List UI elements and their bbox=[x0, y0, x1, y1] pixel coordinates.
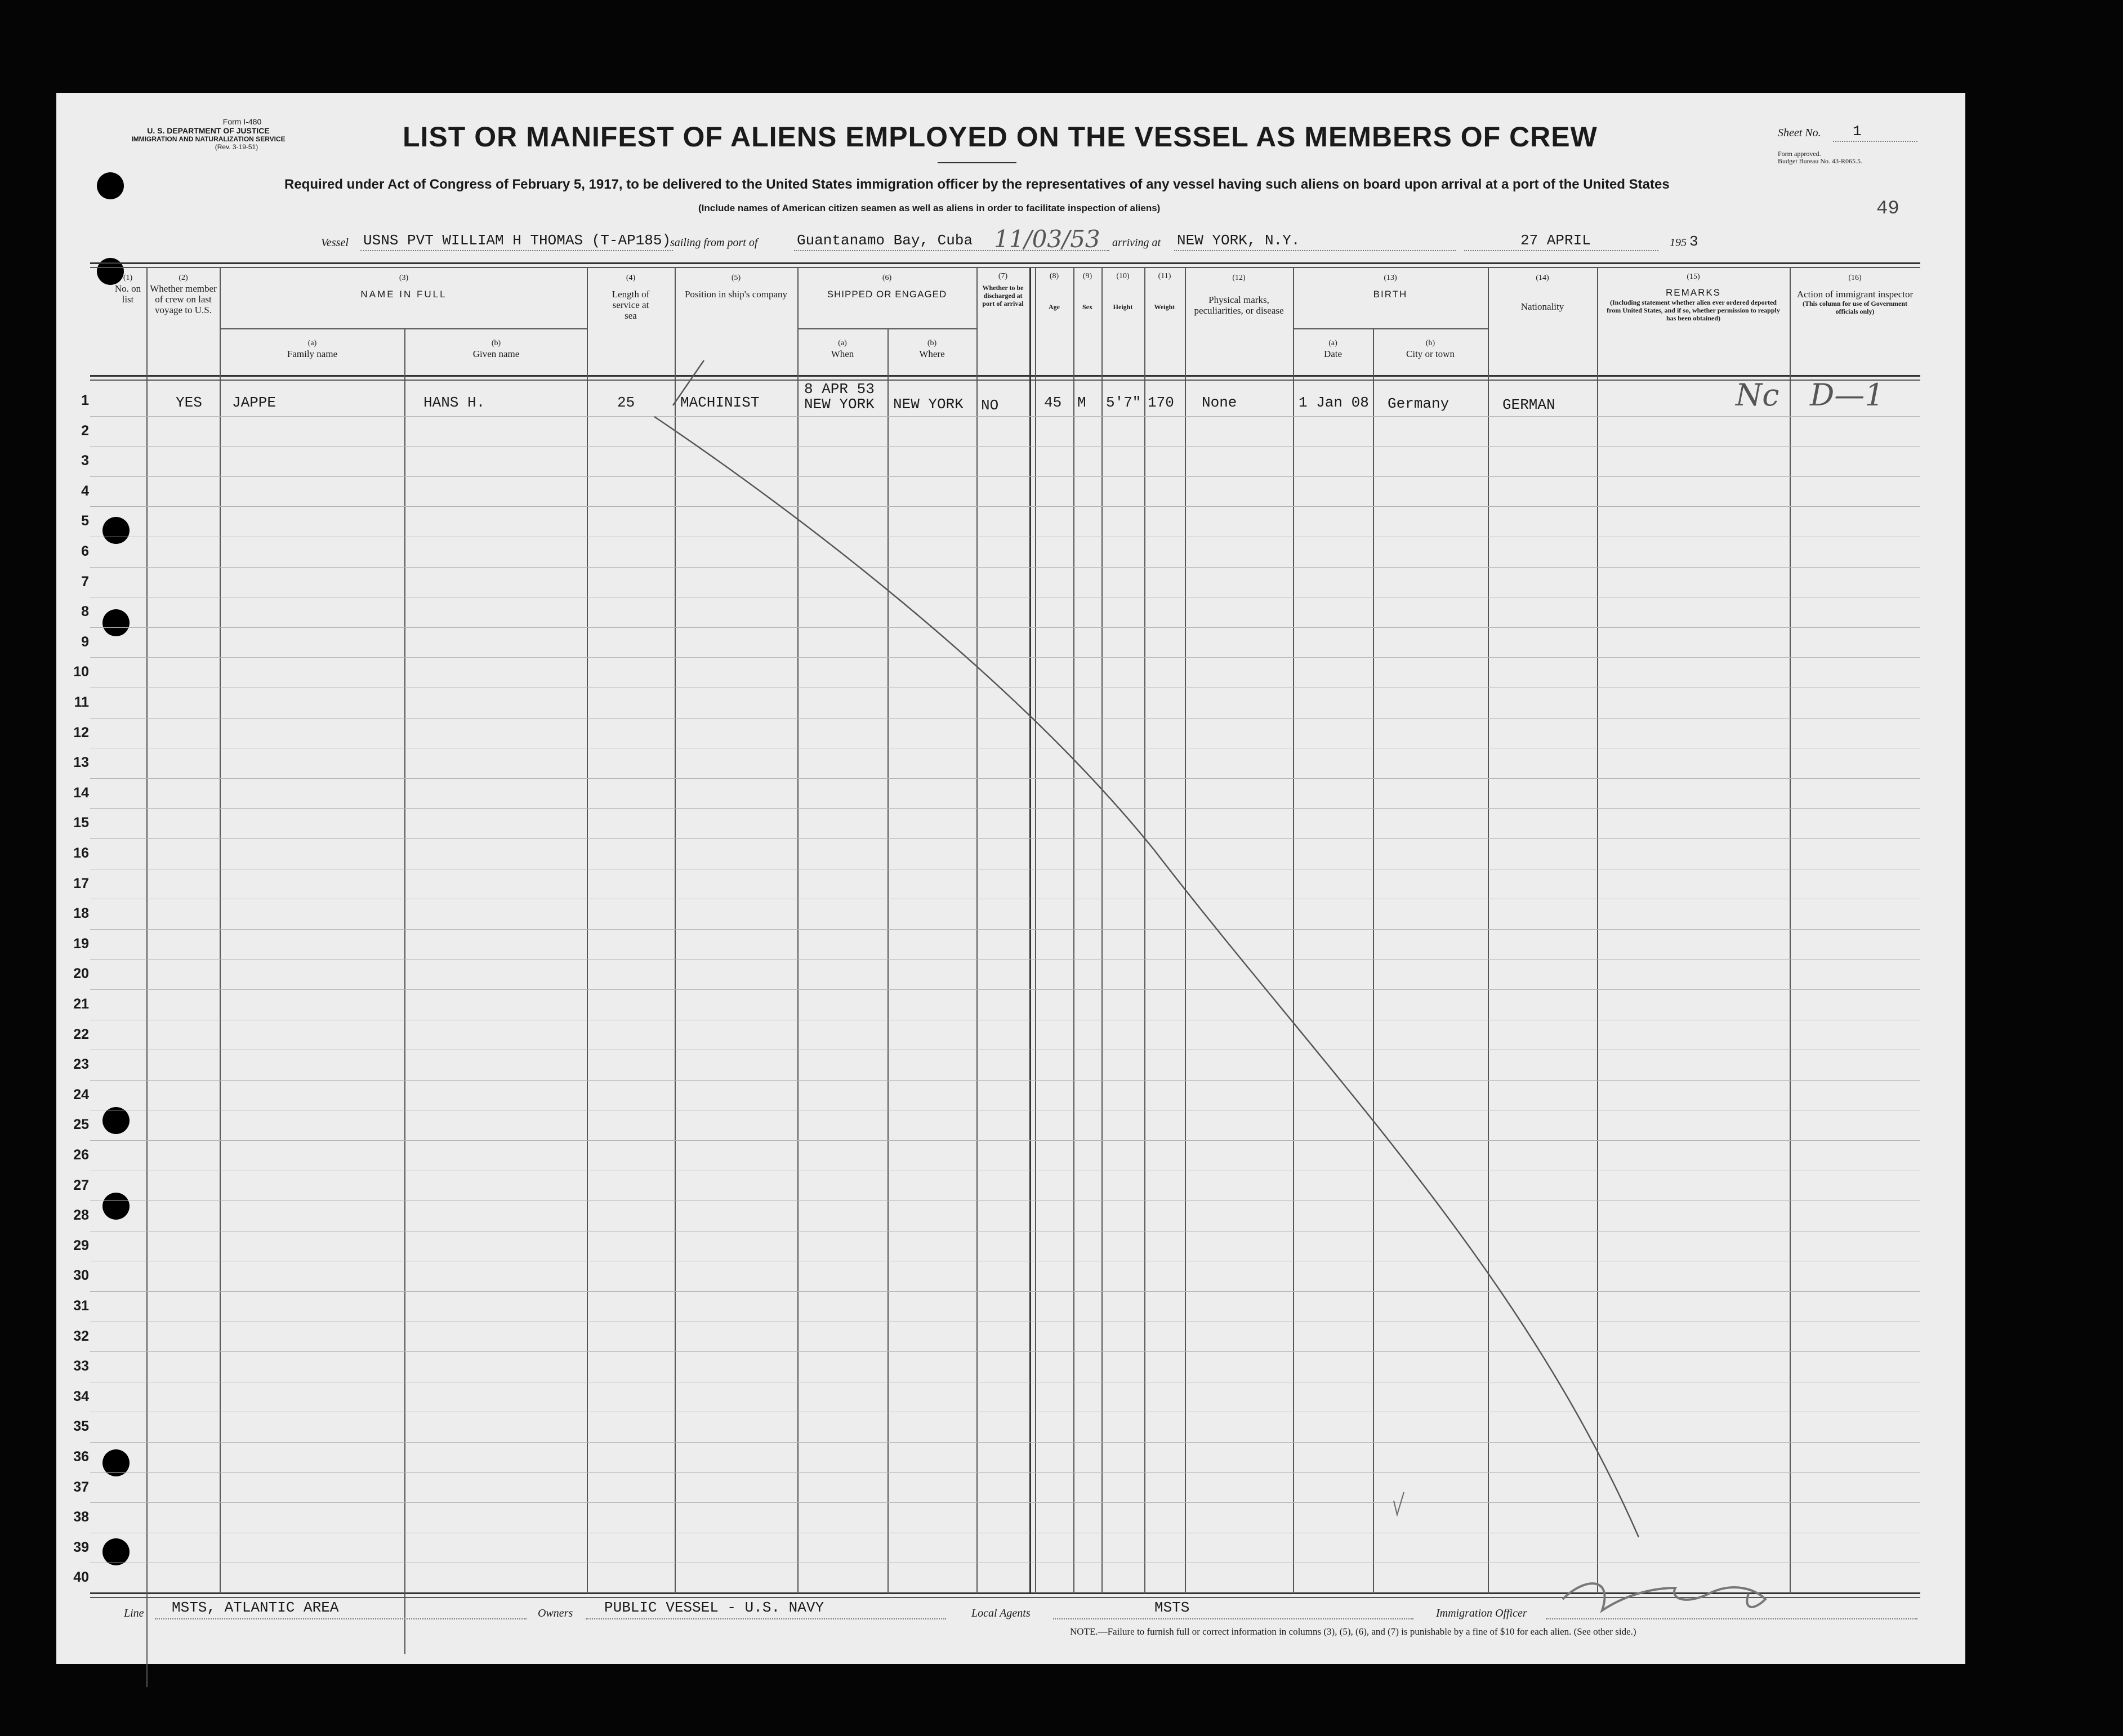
entry-height: 5'7" bbox=[1106, 394, 1141, 411]
col3-number: (3) bbox=[399, 274, 409, 282]
row-number: 26 bbox=[73, 1147, 89, 1163]
form-rev: (Rev. 3-19-51) bbox=[215, 143, 258, 151]
row-number: 12 bbox=[73, 724, 89, 740]
entry-when: 8 APR 53 bbox=[804, 381, 875, 398]
row-number: 24 bbox=[73, 1086, 89, 1103]
entry-where-1: NEW YORK bbox=[804, 396, 875, 413]
col11-label: Weight bbox=[1154, 303, 1175, 311]
entry-marks: None bbox=[1202, 394, 1237, 411]
row-number: 20 bbox=[73, 966, 89, 982]
entry-discharged: NO bbox=[981, 397, 999, 414]
page-title: LIST OR MANIFEST OF ALIENS EMPLOYED ON THE VESSEL AS MEMBERS OF CREW bbox=[403, 121, 1598, 153]
row-number: 40 bbox=[73, 1569, 89, 1586]
row-number: 31 bbox=[73, 1298, 89, 1314]
footer-agents-label: Local Agents bbox=[971, 1607, 1031, 1619]
arriving-label: arriving at bbox=[1112, 236, 1161, 249]
col3a-label: Family name bbox=[287, 349, 338, 359]
row-number: 7 bbox=[81, 573, 89, 590]
entry-remarks-handwritten: Nc bbox=[1736, 377, 1779, 413]
row-number: 34 bbox=[73, 1388, 89, 1404]
col10-label: Height bbox=[1113, 303, 1133, 311]
col2-number: (2) bbox=[179, 274, 188, 282]
col7-label: Whether to be discharged at port of arrival bbox=[982, 284, 1024, 307]
col13b-label: City or town bbox=[1406, 349, 1455, 359]
col9-label: Sex bbox=[1082, 303, 1092, 311]
row-number: 19 bbox=[73, 935, 89, 952]
stamp-number: 49 bbox=[1876, 198, 1899, 220]
row-number: 39 bbox=[73, 1539, 89, 1555]
col6b-number: (b) bbox=[927, 339, 937, 347]
col15-note: (Including statement whether alien ever ordered deported from United States, and if so, whether permission to reapply has been obtained) bbox=[1607, 298, 1780, 322]
row-number: 28 bbox=[73, 1207, 89, 1224]
col13-number: (13) bbox=[1384, 274, 1397, 282]
row-number: 4 bbox=[81, 483, 89, 499]
footer-agents-value: MSTS bbox=[1154, 1599, 1190, 1616]
col15-number: (15) bbox=[1687, 273, 1700, 281]
col3b-label: Given name bbox=[472, 349, 520, 359]
row-number: 22 bbox=[73, 1026, 89, 1042]
col2-label: Whether member of crew on last voyage to U.S. bbox=[150, 283, 217, 315]
row-number: 15 bbox=[73, 815, 89, 831]
sailing-label: sailing from port of bbox=[670, 236, 758, 249]
entry-nationality: GERMAN bbox=[1502, 396, 1555, 413]
form-approved: Form approved. bbox=[1778, 150, 1821, 158]
col1-label: No. on list bbox=[114, 283, 141, 305]
row-number: 33 bbox=[73, 1358, 89, 1374]
col16-number: (16) bbox=[1848, 274, 1862, 282]
col5-number: (5) bbox=[731, 274, 741, 282]
col14-label: Nationality bbox=[1520, 301, 1564, 312]
col6-number: (6) bbox=[882, 274, 892, 282]
entry-given-name: HANS H. bbox=[423, 394, 485, 411]
row-number: 8 bbox=[81, 604, 89, 620]
footer-owners-label: Owners bbox=[538, 1607, 573, 1619]
footer-note: NOTE.—Failure to furnish full or correct information in columns (3), (5), (6), and (7) is punishable by a fine of $10 for each alien. (See other side.) bbox=[1070, 1626, 1636, 1637]
budget-number: Budget Bureau No. 43-R065.5. bbox=[1778, 157, 1862, 165]
from-port: Guantanamo Bay, Cuba bbox=[797, 232, 973, 249]
entry-position: MACHINIST bbox=[680, 394, 760, 411]
col6a-label: When bbox=[831, 349, 854, 359]
row-number: 17 bbox=[73, 875, 89, 891]
entry-birth-date: 1 Jan 08 bbox=[1299, 394, 1369, 411]
page-subtitle: Required under Act of Congress of February 5, 1917, to be delivered to the United States immigration officer by the representatives of any vessel having such aliens on board upon arrival at a port of the United States bbox=[284, 177, 1670, 192]
footer-line-value: MSTS, ATLANTIC AREA bbox=[172, 1599, 339, 1616]
col7-number: (7) bbox=[998, 272, 1008, 280]
row-number: 5 bbox=[81, 513, 89, 529]
row-number: 38 bbox=[73, 1509, 89, 1525]
from-date-handwritten: 11/03/53 bbox=[994, 225, 1100, 253]
col1-number: (1) bbox=[123, 274, 133, 282]
row-number: 18 bbox=[73, 905, 89, 922]
include-note: (Include names of American citizen seamen as well as aliens in order to facilitate inspection of aliens) bbox=[698, 203, 1161, 213]
col13b-number: (b) bbox=[1425, 339, 1435, 347]
row-number: 37 bbox=[73, 1479, 89, 1495]
entry-family-name: JAPPE bbox=[232, 394, 276, 411]
row-number: 3 bbox=[81, 453, 89, 469]
row-number: 2 bbox=[81, 422, 89, 439]
entry-where-2: NEW YORK bbox=[893, 396, 964, 413]
officer-dotline bbox=[1546, 1618, 1917, 1619]
col6a-number: (a) bbox=[838, 339, 847, 347]
footer-owners-value: PUBLIC VESSEL - U.S. NAVY bbox=[604, 1599, 824, 1616]
row-number: 6 bbox=[81, 543, 89, 559]
col3a-number: (a) bbox=[307, 339, 317, 347]
row-number: 36 bbox=[73, 1449, 89, 1465]
vessel-name: USNS PVT WILLIAM H THOMAS (T-AP185) bbox=[363, 232, 671, 249]
row-number: 25 bbox=[73, 1117, 89, 1133]
entry-member: YES bbox=[176, 394, 202, 411]
entry-service: 25 bbox=[617, 394, 635, 411]
year-suffix: 3 bbox=[1689, 233, 1698, 250]
form-service: IMMIGRATION AND NATURALIZATION SERVICE bbox=[131, 135, 286, 143]
row-number: 27 bbox=[73, 1177, 89, 1193]
footer-officer-label: Immigration Officer bbox=[1436, 1607, 1527, 1619]
col3-label: NAME IN FULL bbox=[360, 289, 447, 300]
row-number: 35 bbox=[73, 1418, 89, 1435]
to-port: NEW YORK, N.Y. bbox=[1177, 232, 1300, 249]
row-number: 9 bbox=[81, 633, 89, 650]
footer-line-label: Line bbox=[124, 1607, 144, 1619]
entry-birth-city: Germany bbox=[1388, 395, 1449, 412]
row-number: 21 bbox=[73, 996, 89, 1012]
row-number: 30 bbox=[73, 1268, 89, 1284]
col4-number: (4) bbox=[626, 274, 636, 282]
row-number: 29 bbox=[73, 1237, 89, 1253]
year-prefix: 195 bbox=[1670, 236, 1687, 249]
col12-label: Physical marks, peculiarities, or disease bbox=[1194, 294, 1284, 316]
col15-label: REMARKS bbox=[1665, 287, 1721, 298]
row-number: 32 bbox=[73, 1328, 89, 1344]
col6b-label: Where bbox=[919, 349, 945, 359]
form-dept: U. S. DEPARTMENT OF JUSTICE bbox=[147, 126, 270, 135]
col13-label: BIRTH bbox=[1373, 289, 1408, 300]
row-number: 13 bbox=[73, 755, 89, 771]
row-number: 23 bbox=[73, 1056, 89, 1073]
col8-label: Age bbox=[1049, 303, 1060, 311]
col16-note: (This column for use of Government officials only) bbox=[1802, 300, 1908, 315]
row-number: 16 bbox=[73, 845, 89, 861]
col12-number: (12) bbox=[1232, 274, 1246, 282]
owners-dotline bbox=[586, 1618, 946, 1619]
col14-number: (14) bbox=[1536, 274, 1549, 282]
entry-action-handwritten: D—1 bbox=[1810, 377, 1884, 413]
row-number: 1 bbox=[81, 392, 89, 408]
col16-label: Action of immigrant inspector bbox=[1796, 289, 1914, 300]
entry-sex: M bbox=[1077, 394, 1086, 411]
line-dotline bbox=[155, 1618, 527, 1619]
col5-label: Position in ship's company bbox=[684, 289, 788, 300]
vessel-label: Vessel bbox=[321, 236, 349, 249]
agents-dotline bbox=[1053, 1618, 1413, 1619]
col13a-label: Date bbox=[1323, 349, 1343, 359]
col4-label: Length of service at sea bbox=[612, 289, 650, 321]
col6-label: SHIPPED OR ENGAGED bbox=[827, 289, 947, 300]
col13a-number: (a) bbox=[1328, 339, 1337, 347]
row-number: 10 bbox=[73, 664, 89, 680]
col9-number: (9) bbox=[1082, 272, 1092, 280]
arrival-date: 27 APRIL bbox=[1520, 232, 1591, 249]
entry-age: 45 bbox=[1044, 394, 1062, 411]
form-number: Form I-480 bbox=[222, 117, 262, 126]
col11-number: (11) bbox=[1158, 272, 1171, 280]
sheet-number: 1 bbox=[1853, 123, 1862, 140]
col10-number: (10) bbox=[1116, 272, 1130, 280]
entry-weight: 170 bbox=[1148, 394, 1174, 411]
sheet-label: Sheet No. bbox=[1778, 127, 1821, 139]
officer-signature bbox=[1563, 1583, 1765, 1610]
row-number: 14 bbox=[73, 784, 89, 801]
row-number: 11 bbox=[74, 694, 89, 710]
col3b-number: (b) bbox=[491, 339, 501, 347]
col8-number: (8) bbox=[1049, 272, 1059, 280]
